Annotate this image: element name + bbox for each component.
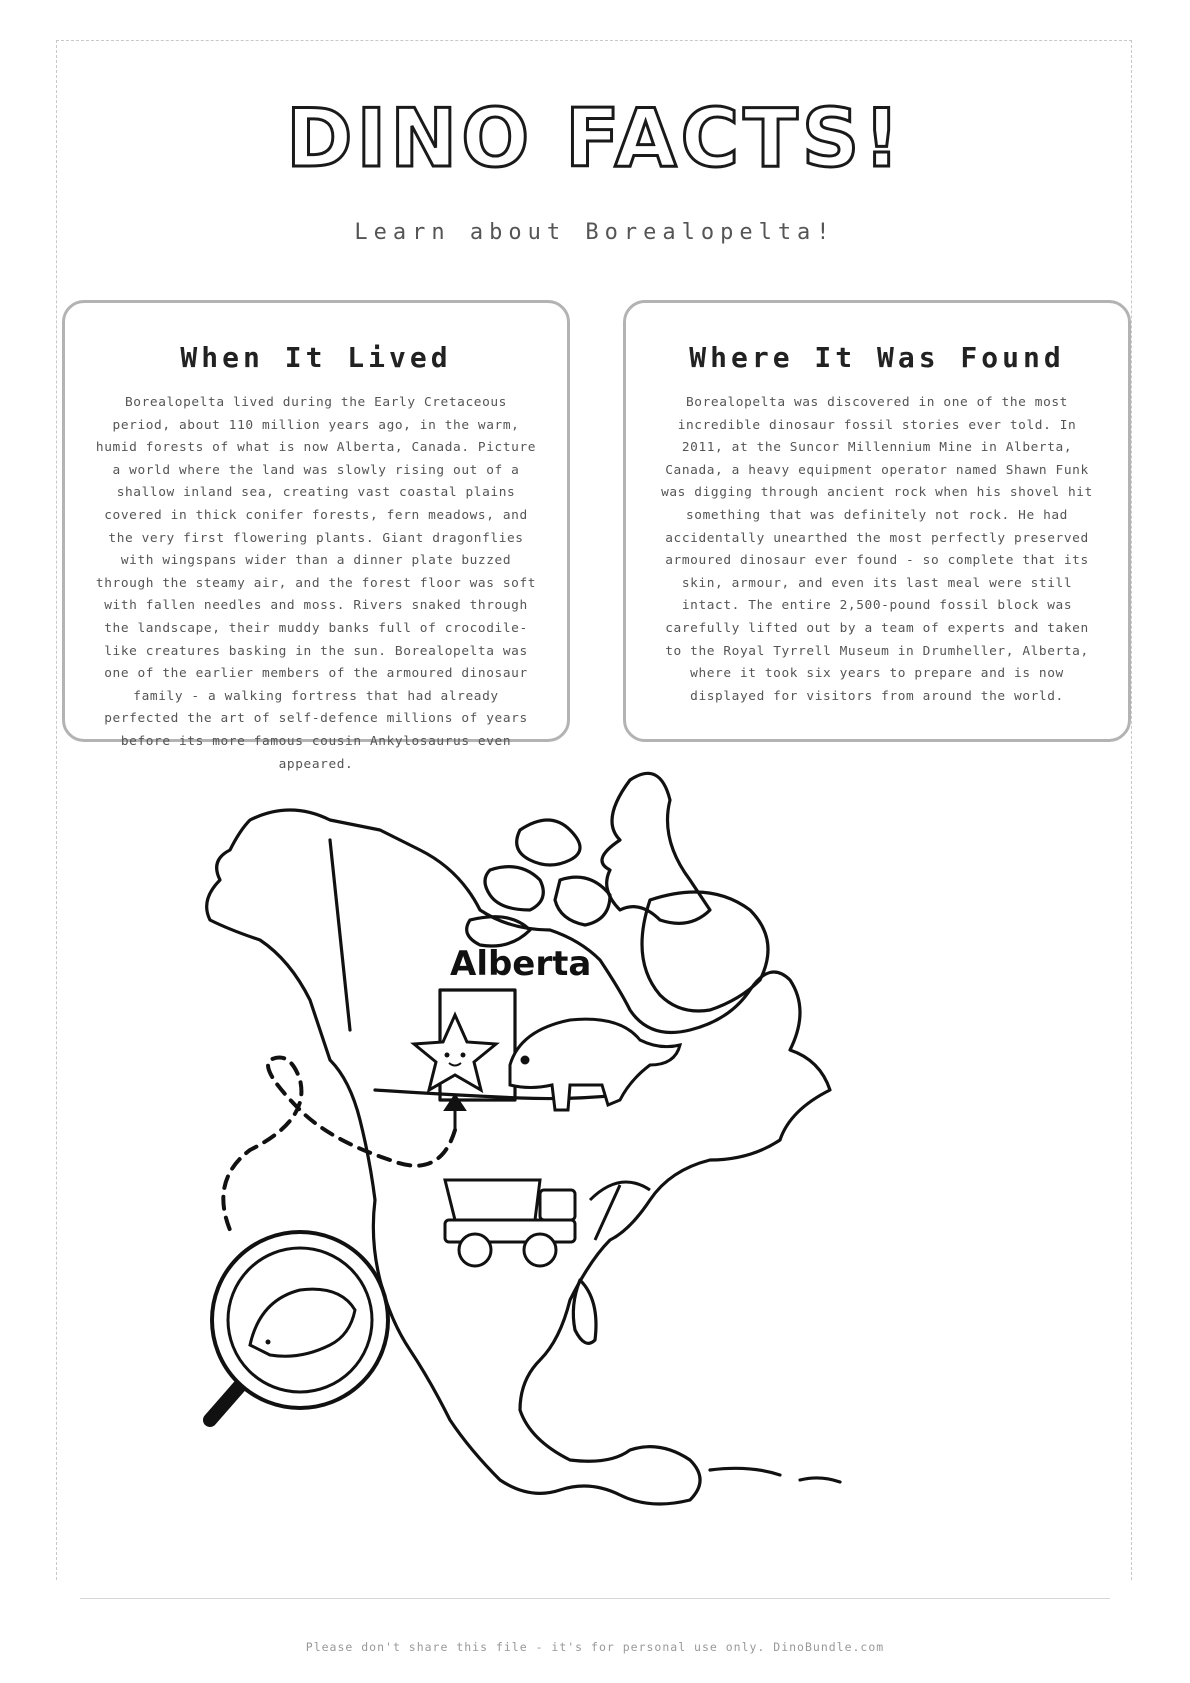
footer-note: Please don't share this file - it's for personal use only. DinoBundle.com: [305, 1640, 885, 1654]
where-it-was-found-heading: Where It Was Found: [689, 341, 1065, 374]
dump-truck-icon: [445, 1180, 575, 1266]
page-title: DINO FACTS!: [286, 92, 904, 185]
when-it-lived-heading: When It Lived: [180, 341, 452, 374]
where-it-was-found-card: [623, 300, 1131, 742]
where-it-was-found-text: Borealopelta was discovered in one of the most incredible dinosaur fossil stories ever told. In 2011, at the Suncor Millennium Mine in Alberta, Canada, a heavy equipment operator named Shawn Funk was digging through ancient rock when his shovel hit something that was definitely not rock. He had accidentally unearthed the most perfectly preserved armoured dinosaur ever found - so complete that its skin, armour, and even its last meal were still intact. The entire 2,500-pound fossil block was carefully lifted out by a team of experts and taken to the Royal Tyrrell Museum in Drumheller, Alberta, where it took six years to prepare and is now displayed for visitors from around the world.: [661, 395, 1093, 704]
arctic-islands-outline: [602, 773, 710, 923]
page-subtitle: Learn about Borealopelta!: [354, 220, 836, 245]
alberta-label: Alberta: [450, 944, 592, 984]
when-it-lived-text: Borealopelta lived during the Early Cretaceous period, about 110 million years ago, in the warm, humid forests of what is now Alberta, Canada. Picture a world where the land was slowly rising out of a shallow inland sea, creating vast coastal plains covered in thick conifer forests, fern meadows, and the very first flowering plants. Giant dragonflies with wingspans wider than a dinner plate buzzed through the steamy air, and the forest floor was soft with fallen needles and moss. Rivers snaked through the landscape, their muddy banks full of crocodile-like creatures basking in the sun. Borealopelta was one of the earlier members of the armoured dinosaur family - a walking fortress that had already perfected the art of self-defence millions of years before its more famous cousin Ankylosaurus even appeared.: [95, 395, 537, 772]
magnifying-glass-icon: [210, 1232, 388, 1420]
north-america-map-illustration: [190, 760, 990, 1570]
footer-divider: [80, 1598, 1110, 1599]
when-it-lived-card: [62, 300, 570, 772]
star-marker-icon: [414, 1015, 496, 1090]
canada-us-border: [375, 1090, 620, 1099]
dashed-path: [223, 1058, 455, 1231]
